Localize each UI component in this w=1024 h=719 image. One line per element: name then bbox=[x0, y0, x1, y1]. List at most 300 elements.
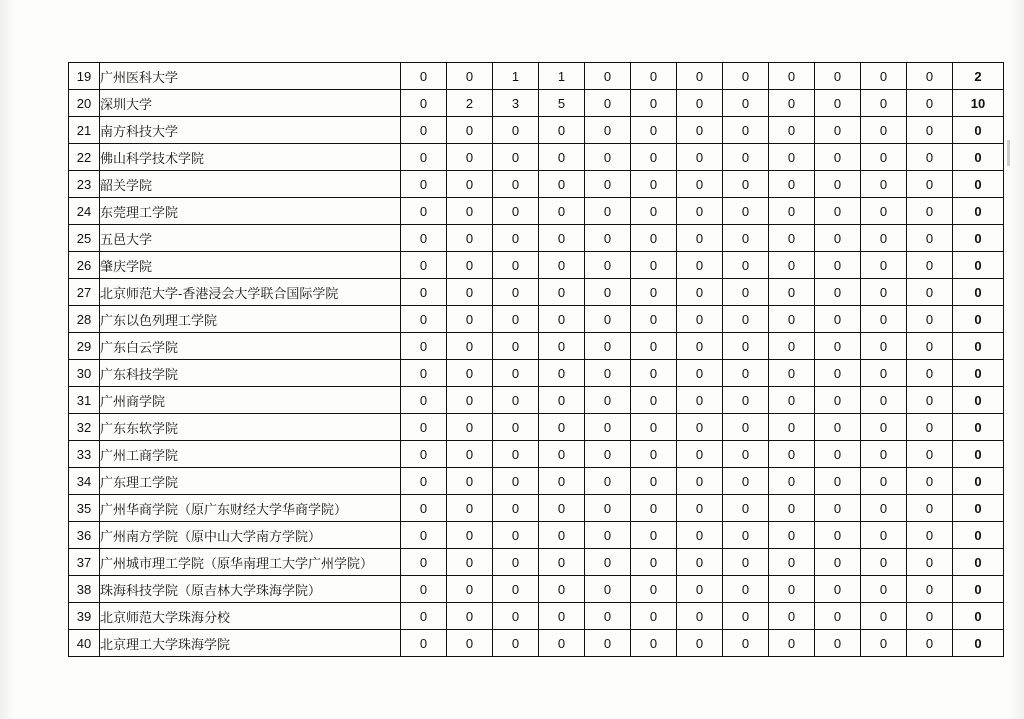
value-cell: 0 bbox=[815, 387, 861, 414]
institution-name-cell: 珠海科技学院（原吉林大学珠海学院） bbox=[100, 576, 401, 603]
value-cell: 0 bbox=[401, 90, 447, 117]
value-cell: 0 bbox=[631, 360, 677, 387]
value-cell: 0 bbox=[815, 603, 861, 630]
value-cell: 0 bbox=[493, 360, 539, 387]
value-cell: 0 bbox=[907, 468, 953, 495]
value-cell: 0 bbox=[585, 144, 631, 171]
value-cell: 0 bbox=[907, 387, 953, 414]
value-cell: 0 bbox=[539, 117, 585, 144]
value-cell: 0 bbox=[585, 495, 631, 522]
value-cell: 0 bbox=[723, 198, 769, 225]
value-cell: 0 bbox=[493, 603, 539, 630]
value-cell: 0 bbox=[677, 117, 723, 144]
value-cell: 0 bbox=[539, 252, 585, 279]
value-cell: 0 bbox=[539, 522, 585, 549]
value-cell: 0 bbox=[539, 387, 585, 414]
value-cell: 0 bbox=[769, 576, 815, 603]
value-cell: 0 bbox=[723, 441, 769, 468]
row-total-cell: 0 bbox=[953, 522, 1004, 549]
value-cell: 0 bbox=[677, 360, 723, 387]
table-row bbox=[69, 576, 1004, 603]
value-cell: 0 bbox=[815, 63, 861, 90]
value-cell: 0 bbox=[447, 468, 493, 495]
value-cell: 0 bbox=[585, 522, 631, 549]
row-total-cell: 0 bbox=[953, 603, 1004, 630]
institution-name-cell: 深圳大学 bbox=[100, 90, 401, 117]
row-total-cell: 0 bbox=[953, 198, 1004, 225]
value-cell: 0 bbox=[447, 549, 493, 576]
value-cell: 0 bbox=[631, 117, 677, 144]
value-cell: 0 bbox=[539, 144, 585, 171]
value-cell: 0 bbox=[907, 360, 953, 387]
value-cell: 0 bbox=[677, 225, 723, 252]
value-cell: 0 bbox=[723, 603, 769, 630]
value-cell: 0 bbox=[631, 171, 677, 198]
table-row bbox=[69, 279, 1004, 306]
row-index-cell: 37 bbox=[69, 549, 100, 576]
value-cell: 0 bbox=[539, 441, 585, 468]
value-cell: 0 bbox=[861, 441, 907, 468]
value-cell: 0 bbox=[493, 252, 539, 279]
value-cell: 0 bbox=[815, 144, 861, 171]
value-cell: 0 bbox=[447, 630, 493, 657]
value-cell: 0 bbox=[723, 576, 769, 603]
value-cell: 0 bbox=[631, 603, 677, 630]
value-cell: 0 bbox=[631, 549, 677, 576]
value-cell: 0 bbox=[769, 360, 815, 387]
value-cell: 0 bbox=[723, 333, 769, 360]
row-index-cell: 36 bbox=[69, 522, 100, 549]
institution-name-cell: 广东以色列理工学院 bbox=[100, 306, 401, 333]
table-row bbox=[69, 495, 1004, 522]
row-index-cell: 19 bbox=[69, 63, 100, 90]
value-cell: 0 bbox=[401, 117, 447, 144]
value-cell: 0 bbox=[401, 198, 447, 225]
value-cell: 0 bbox=[447, 387, 493, 414]
value-cell: 0 bbox=[907, 279, 953, 306]
value-cell: 0 bbox=[861, 495, 907, 522]
statistics-table bbox=[68, 62, 1004, 657]
row-index-cell: 39 bbox=[69, 603, 100, 630]
row-total-cell: 0 bbox=[953, 144, 1004, 171]
value-cell: 0 bbox=[539, 549, 585, 576]
row-total-cell: 0 bbox=[953, 414, 1004, 441]
value-cell: 0 bbox=[861, 279, 907, 306]
value-cell: 0 bbox=[631, 495, 677, 522]
value-cell: 0 bbox=[861, 333, 907, 360]
value-cell: 0 bbox=[861, 90, 907, 117]
value-cell: 0 bbox=[769, 171, 815, 198]
value-cell: 0 bbox=[447, 333, 493, 360]
value-cell: 0 bbox=[493, 225, 539, 252]
value-cell: 0 bbox=[677, 333, 723, 360]
value-cell: 0 bbox=[585, 441, 631, 468]
value-cell: 0 bbox=[769, 225, 815, 252]
value-cell: 0 bbox=[401, 333, 447, 360]
value-cell: 0 bbox=[539, 306, 585, 333]
value-cell: 0 bbox=[677, 468, 723, 495]
value-cell: 0 bbox=[723, 468, 769, 495]
value-cell: 0 bbox=[815, 414, 861, 441]
value-cell: 0 bbox=[631, 144, 677, 171]
institution-name-cell: 韶关学院 bbox=[100, 171, 401, 198]
row-total-cell: 0 bbox=[953, 117, 1004, 144]
value-cell: 0 bbox=[769, 63, 815, 90]
value-cell: 0 bbox=[447, 144, 493, 171]
institution-name-cell: 广东科技学院 bbox=[100, 360, 401, 387]
value-cell: 0 bbox=[677, 576, 723, 603]
table-row bbox=[69, 144, 1004, 171]
value-cell: 0 bbox=[769, 468, 815, 495]
institution-name-cell: 东莞理工学院 bbox=[100, 198, 401, 225]
value-cell: 0 bbox=[447, 306, 493, 333]
value-cell: 0 bbox=[861, 198, 907, 225]
row-index-cell: 38 bbox=[69, 576, 100, 603]
value-cell: 0 bbox=[539, 603, 585, 630]
row-total-cell: 0 bbox=[953, 441, 1004, 468]
value-cell: 0 bbox=[907, 171, 953, 198]
value-cell: 5 bbox=[539, 90, 585, 117]
value-cell: 0 bbox=[815, 522, 861, 549]
row-index-cell: 21 bbox=[69, 117, 100, 144]
row-total-cell: 0 bbox=[953, 468, 1004, 495]
value-cell: 0 bbox=[861, 63, 907, 90]
value-cell: 0 bbox=[723, 279, 769, 306]
value-cell: 0 bbox=[631, 468, 677, 495]
value-cell: 0 bbox=[493, 306, 539, 333]
value-cell: 0 bbox=[723, 90, 769, 117]
value-cell: 0 bbox=[493, 522, 539, 549]
row-total-cell: 0 bbox=[953, 495, 1004, 522]
value-cell: 0 bbox=[585, 90, 631, 117]
table-row bbox=[69, 630, 1004, 657]
value-cell: 0 bbox=[723, 63, 769, 90]
value-cell: 0 bbox=[585, 630, 631, 657]
value-cell: 0 bbox=[585, 549, 631, 576]
value-cell: 0 bbox=[769, 198, 815, 225]
value-cell: 0 bbox=[907, 63, 953, 90]
institution-name-cell: 广州华商学院（原广东财经大学华商学院） bbox=[100, 495, 401, 522]
value-cell: 0 bbox=[769, 603, 815, 630]
value-cell: 0 bbox=[447, 198, 493, 225]
value-cell: 0 bbox=[447, 414, 493, 441]
value-cell: 0 bbox=[401, 576, 447, 603]
value-cell: 3 bbox=[493, 90, 539, 117]
row-index-cell: 25 bbox=[69, 225, 100, 252]
scan-artifact-mark bbox=[1007, 140, 1010, 166]
value-cell: 0 bbox=[631, 387, 677, 414]
table-row bbox=[69, 333, 1004, 360]
value-cell: 0 bbox=[493, 576, 539, 603]
value-cell: 0 bbox=[907, 306, 953, 333]
value-cell: 0 bbox=[861, 117, 907, 144]
institution-name-cell: 广州商学院 bbox=[100, 387, 401, 414]
row-index-cell: 40 bbox=[69, 630, 100, 657]
value-cell: 0 bbox=[861, 522, 907, 549]
value-cell: 0 bbox=[447, 603, 493, 630]
value-cell: 0 bbox=[815, 495, 861, 522]
table-row bbox=[69, 360, 1004, 387]
row-index-cell: 30 bbox=[69, 360, 100, 387]
value-cell: 0 bbox=[447, 576, 493, 603]
table-row bbox=[69, 387, 1004, 414]
value-cell: 0 bbox=[539, 630, 585, 657]
row-total-cell: 10 bbox=[953, 90, 1004, 117]
value-cell: 0 bbox=[677, 495, 723, 522]
value-cell: 0 bbox=[677, 279, 723, 306]
value-cell: 0 bbox=[631, 252, 677, 279]
value-cell: 0 bbox=[769, 252, 815, 279]
value-cell: 0 bbox=[585, 198, 631, 225]
table-row bbox=[69, 252, 1004, 279]
value-cell: 0 bbox=[677, 522, 723, 549]
value-cell: 0 bbox=[447, 360, 493, 387]
value-cell: 0 bbox=[723, 522, 769, 549]
value-cell: 0 bbox=[677, 603, 723, 630]
value-cell: 0 bbox=[723, 414, 769, 441]
page-edge-shadow-left bbox=[0, 0, 14, 719]
value-cell: 2 bbox=[447, 90, 493, 117]
value-cell: 0 bbox=[631, 441, 677, 468]
value-cell: 0 bbox=[585, 225, 631, 252]
value-cell: 0 bbox=[815, 171, 861, 198]
value-cell: 0 bbox=[585, 360, 631, 387]
value-cell: 0 bbox=[585, 306, 631, 333]
value-cell: 0 bbox=[861, 225, 907, 252]
value-cell: 0 bbox=[769, 441, 815, 468]
value-cell: 0 bbox=[447, 279, 493, 306]
value-cell: 0 bbox=[723, 387, 769, 414]
value-cell: 0 bbox=[861, 360, 907, 387]
row-index-cell: 23 bbox=[69, 171, 100, 198]
value-cell: 0 bbox=[769, 495, 815, 522]
value-cell: 0 bbox=[815, 279, 861, 306]
value-cell: 0 bbox=[401, 360, 447, 387]
value-cell: 0 bbox=[815, 468, 861, 495]
value-cell: 0 bbox=[861, 549, 907, 576]
value-cell: 0 bbox=[493, 333, 539, 360]
row-index-cell: 20 bbox=[69, 90, 100, 117]
value-cell: 0 bbox=[907, 252, 953, 279]
value-cell: 0 bbox=[723, 549, 769, 576]
institution-name-cell: 广东理工学院 bbox=[100, 468, 401, 495]
value-cell: 0 bbox=[769, 549, 815, 576]
table-row bbox=[69, 63, 1004, 90]
table-row bbox=[69, 549, 1004, 576]
row-index-cell: 28 bbox=[69, 306, 100, 333]
value-cell: 0 bbox=[815, 306, 861, 333]
value-cell: 0 bbox=[401, 468, 447, 495]
institution-name-cell: 广州医科大学 bbox=[100, 63, 401, 90]
value-cell: 0 bbox=[769, 333, 815, 360]
value-cell: 0 bbox=[493, 441, 539, 468]
value-cell: 0 bbox=[677, 171, 723, 198]
value-cell: 0 bbox=[401, 387, 447, 414]
value-cell: 0 bbox=[815, 360, 861, 387]
value-cell: 0 bbox=[815, 333, 861, 360]
value-cell: 0 bbox=[861, 171, 907, 198]
value-cell: 0 bbox=[723, 144, 769, 171]
table-row bbox=[69, 225, 1004, 252]
value-cell: 0 bbox=[447, 225, 493, 252]
row-index-cell: 32 bbox=[69, 414, 100, 441]
value-cell: 0 bbox=[585, 279, 631, 306]
value-cell: 0 bbox=[815, 630, 861, 657]
value-cell: 0 bbox=[447, 495, 493, 522]
value-cell: 0 bbox=[447, 171, 493, 198]
value-cell: 0 bbox=[539, 360, 585, 387]
value-cell: 0 bbox=[723, 171, 769, 198]
value-cell: 0 bbox=[493, 549, 539, 576]
value-cell: 0 bbox=[907, 441, 953, 468]
value-cell: 0 bbox=[815, 576, 861, 603]
institution-name-cell: 广州南方学院（原中山大学南方学院） bbox=[100, 522, 401, 549]
value-cell: 0 bbox=[401, 549, 447, 576]
value-cell: 0 bbox=[401, 414, 447, 441]
institution-name-cell: 北京理工大学珠海学院 bbox=[100, 630, 401, 657]
value-cell: 0 bbox=[907, 90, 953, 117]
value-cell: 0 bbox=[401, 225, 447, 252]
value-cell: 0 bbox=[723, 117, 769, 144]
value-cell: 0 bbox=[631, 225, 677, 252]
institution-name-cell: 北京师范大学-香港浸会大学联合国际学院 bbox=[100, 279, 401, 306]
row-total-cell: 0 bbox=[953, 171, 1004, 198]
value-cell: 0 bbox=[907, 495, 953, 522]
value-cell: 0 bbox=[769, 522, 815, 549]
table-row bbox=[69, 90, 1004, 117]
row-total-cell: 0 bbox=[953, 549, 1004, 576]
value-cell: 0 bbox=[907, 576, 953, 603]
institution-name-cell: 广东白云学院 bbox=[100, 333, 401, 360]
value-cell: 0 bbox=[539, 198, 585, 225]
value-cell: 0 bbox=[585, 63, 631, 90]
value-cell: 0 bbox=[585, 252, 631, 279]
value-cell: 0 bbox=[907, 225, 953, 252]
row-index-cell: 31 bbox=[69, 387, 100, 414]
table-row bbox=[69, 171, 1004, 198]
institution-name-cell: 佛山科学技术学院 bbox=[100, 144, 401, 171]
value-cell: 0 bbox=[723, 306, 769, 333]
value-cell: 0 bbox=[539, 468, 585, 495]
value-cell: 0 bbox=[861, 576, 907, 603]
value-cell: 0 bbox=[677, 198, 723, 225]
value-cell: 0 bbox=[631, 198, 677, 225]
table-body bbox=[69, 63, 1004, 657]
value-cell: 0 bbox=[631, 630, 677, 657]
value-cell: 0 bbox=[677, 252, 723, 279]
value-cell: 0 bbox=[769, 630, 815, 657]
value-cell: 0 bbox=[493, 117, 539, 144]
row-index-cell: 26 bbox=[69, 252, 100, 279]
value-cell: 0 bbox=[677, 144, 723, 171]
row-total-cell: 0 bbox=[953, 306, 1004, 333]
value-cell: 0 bbox=[401, 522, 447, 549]
value-cell: 0 bbox=[539, 495, 585, 522]
value-cell: 0 bbox=[815, 549, 861, 576]
value-cell: 0 bbox=[861, 630, 907, 657]
value-cell: 0 bbox=[677, 306, 723, 333]
row-index-cell: 33 bbox=[69, 441, 100, 468]
table-row bbox=[69, 441, 1004, 468]
value-cell: 0 bbox=[677, 441, 723, 468]
value-cell: 0 bbox=[539, 225, 585, 252]
value-cell: 0 bbox=[815, 90, 861, 117]
row-total-cell: 0 bbox=[953, 360, 1004, 387]
value-cell: 0 bbox=[907, 630, 953, 657]
value-cell: 0 bbox=[401, 306, 447, 333]
row-index-cell: 35 bbox=[69, 495, 100, 522]
value-cell: 0 bbox=[401, 252, 447, 279]
value-cell: 0 bbox=[861, 387, 907, 414]
table-row bbox=[69, 603, 1004, 630]
institution-name-cell: 肇庆学院 bbox=[100, 252, 401, 279]
value-cell: 0 bbox=[815, 252, 861, 279]
statistics-table-container bbox=[68, 62, 986, 657]
value-cell: 0 bbox=[677, 414, 723, 441]
value-cell: 0 bbox=[493, 630, 539, 657]
value-cell: 0 bbox=[861, 144, 907, 171]
table-row bbox=[69, 414, 1004, 441]
value-cell: 0 bbox=[907, 198, 953, 225]
row-total-cell: 0 bbox=[953, 252, 1004, 279]
value-cell: 0 bbox=[631, 333, 677, 360]
row-index-cell: 34 bbox=[69, 468, 100, 495]
row-total-cell: 2 bbox=[953, 63, 1004, 90]
value-cell: 0 bbox=[539, 279, 585, 306]
value-cell: 0 bbox=[493, 198, 539, 225]
value-cell: 0 bbox=[401, 603, 447, 630]
value-cell: 0 bbox=[401, 441, 447, 468]
institution-name-cell: 北京师范大学珠海分校 bbox=[100, 603, 401, 630]
value-cell: 0 bbox=[861, 414, 907, 441]
value-cell: 0 bbox=[907, 333, 953, 360]
value-cell: 1 bbox=[539, 63, 585, 90]
value-cell: 0 bbox=[539, 576, 585, 603]
value-cell: 0 bbox=[861, 468, 907, 495]
value-cell: 0 bbox=[585, 117, 631, 144]
value-cell: 0 bbox=[631, 90, 677, 117]
value-cell: 0 bbox=[907, 549, 953, 576]
value-cell: 0 bbox=[447, 522, 493, 549]
value-cell: 0 bbox=[677, 63, 723, 90]
value-cell: 0 bbox=[815, 117, 861, 144]
value-cell: 0 bbox=[401, 495, 447, 522]
value-cell: 0 bbox=[447, 117, 493, 144]
value-cell: 0 bbox=[723, 630, 769, 657]
value-cell: 1 bbox=[493, 63, 539, 90]
value-cell: 0 bbox=[815, 225, 861, 252]
value-cell: 0 bbox=[539, 333, 585, 360]
value-cell: 0 bbox=[769, 144, 815, 171]
value-cell: 0 bbox=[907, 414, 953, 441]
row-total-cell: 0 bbox=[953, 387, 1004, 414]
value-cell: 0 bbox=[677, 549, 723, 576]
institution-name-cell: 广州工商学院 bbox=[100, 441, 401, 468]
value-cell: 0 bbox=[723, 252, 769, 279]
value-cell: 0 bbox=[631, 576, 677, 603]
value-cell: 0 bbox=[769, 414, 815, 441]
value-cell: 0 bbox=[907, 603, 953, 630]
institution-name-cell: 南方科技大学 bbox=[100, 117, 401, 144]
value-cell: 0 bbox=[401, 630, 447, 657]
value-cell: 0 bbox=[677, 90, 723, 117]
value-cell: 0 bbox=[585, 468, 631, 495]
value-cell: 0 bbox=[723, 225, 769, 252]
institution-name-cell: 五邑大学 bbox=[100, 225, 401, 252]
value-cell: 0 bbox=[723, 495, 769, 522]
value-cell: 0 bbox=[493, 279, 539, 306]
value-cell: 0 bbox=[769, 117, 815, 144]
